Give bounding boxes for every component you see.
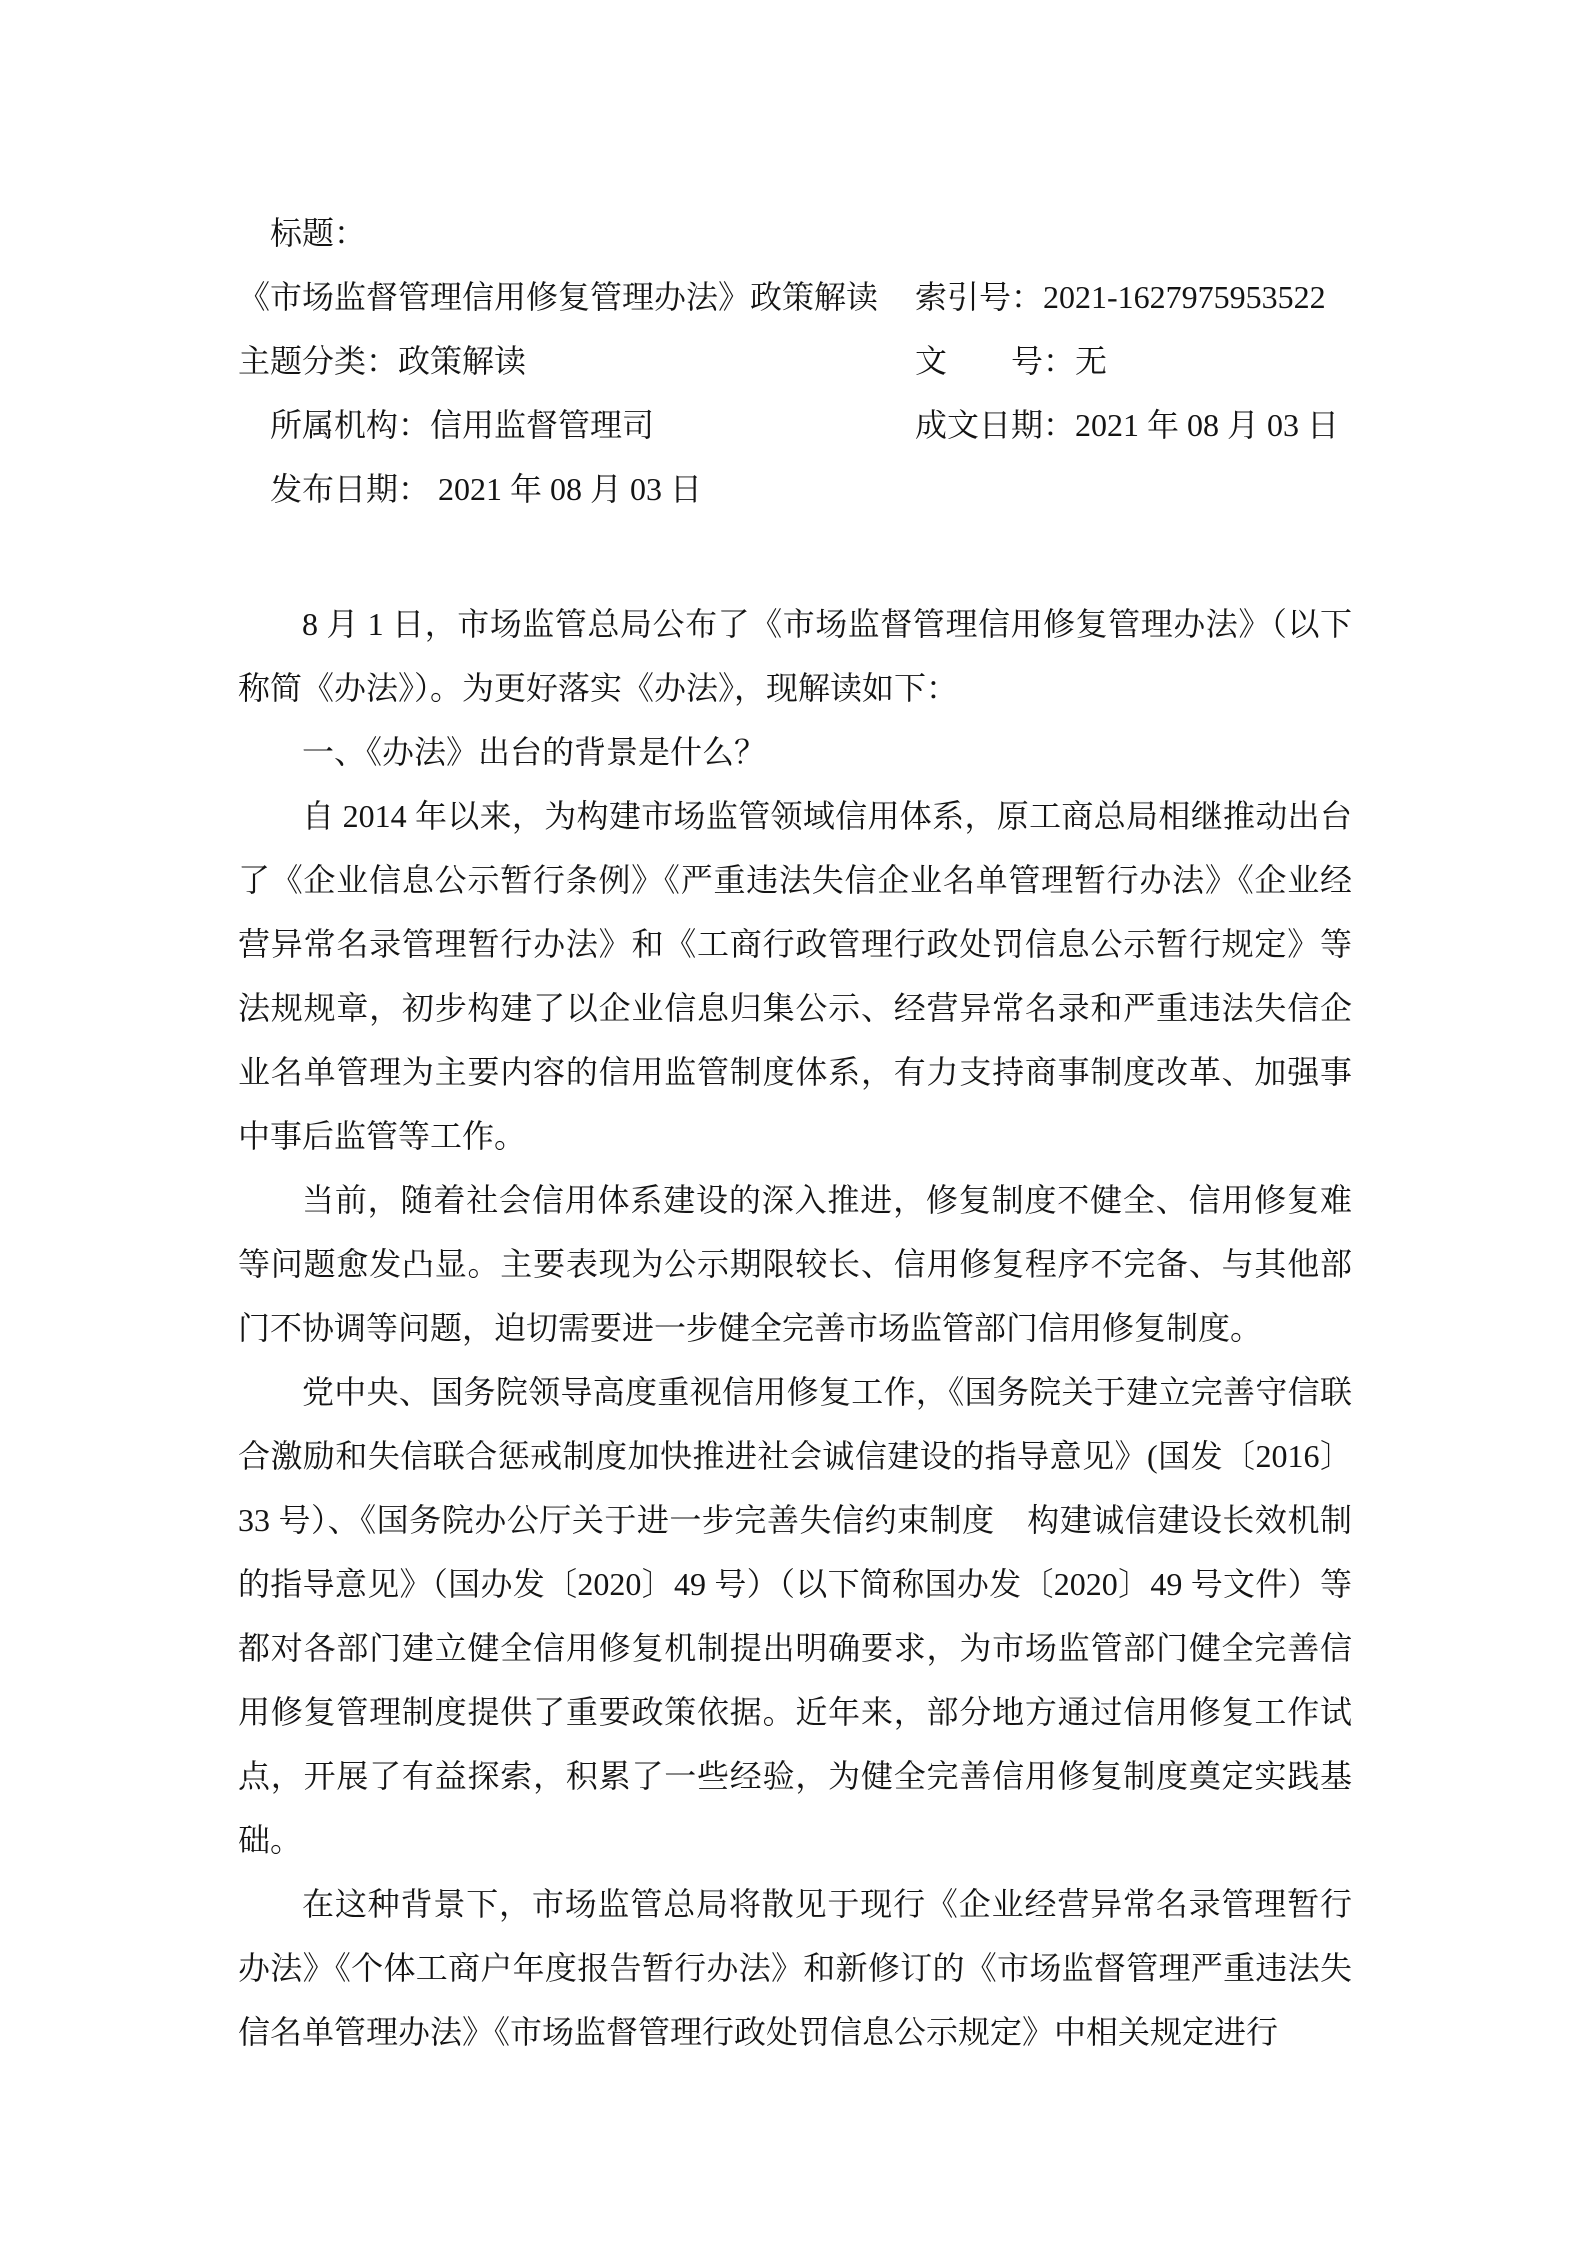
meta-publish-date xyxy=(238,457,702,521)
meta-row-category-number xyxy=(238,329,1352,393)
paragraph-current-problems: 当前，随着社会信用体系建设的深入推进，修复制度不健全、信用修复难等问题愈发凸显。主要表现为公示期限较长、信用修复程序不完备、与其他部门不协调等问题，迫切需要进一步健全完善市场监管部门信用修复制度。 xyxy=(238,1182,1352,1346)
meta-index xyxy=(915,265,1326,329)
meta-row-title-index xyxy=(238,265,1352,329)
meta-title-value: 《市场监督管理信用修复管理办法》政策解读 xyxy=(238,279,879,315)
meta-publish-date-label: 发布日期： xyxy=(270,471,439,507)
doc-meta xyxy=(238,201,1352,521)
meta-doc-number-label: 文 号： xyxy=(915,343,1076,379)
meta-category xyxy=(238,329,526,393)
meta-agency-label: 所属机构： xyxy=(270,407,431,443)
meta-publish-date-value: 2021 年 08 月 03 日 xyxy=(438,471,703,507)
meta-written-date xyxy=(915,393,1339,457)
paragraph-context: 在这种背景下，市场监管总局将散见于现行《企业经营异常名录管理暂行办法》《个体工商户年度报告暂行办法》和新修订的《市场监督管理严重违法失信名单管理办法》《市场监督管理行政处罚信息公示规定》中相关规定进行 xyxy=(238,1886,1352,2050)
meta-agency-value: 信用监督管理司 xyxy=(430,407,655,443)
meta-category-label: 主题分类： xyxy=(238,343,399,379)
meta-agency xyxy=(238,393,654,457)
meta-row-agency-date xyxy=(238,393,1352,457)
meta-written-date-value: 2021 年 08 月 03 日 xyxy=(1075,407,1340,443)
meta-written-date-label: 成文日期： xyxy=(915,407,1076,443)
meta-category-value: 政策解读 xyxy=(398,343,527,379)
document-content xyxy=(238,201,1352,2064)
section-heading-background: 一、《办法》出台的背景是什么？ xyxy=(302,734,767,770)
meta-doc-number xyxy=(915,329,1107,393)
meta-index-label: 索引号： xyxy=(915,279,1044,315)
meta-row-title-label xyxy=(238,201,1352,265)
meta-index-value: 2021-1627975953522 xyxy=(1043,279,1326,315)
paragraph-policy-basis: 党中央、国务院领导高度重视信用修复工作，《国务院关于建立完善守信联合激励和失信联合惩戒制度加快推进社会诚信建设的指导意见》(国发〔2016〕33 号）、《国务院办公厅关于进一步完善失信约束制度 构建诚信建设长效机制的指导意见》（国办发〔2020〕49 号）（以下简称国办发〔2020〕49 号文件）等都对各部门建立健全信用修复机制提出明确要求，为市场监管部门健全完善信用修复管理制度提供了重要政策依据。近年来，部分地方通过信用修复工作试点，开展了有益探索，积累了一些经验，为健全完善信用修复制度奠定实践基础。 xyxy=(238,1374,1352,1858)
meta-doc-number-value: 无 xyxy=(1075,343,1108,379)
document-body xyxy=(238,592,1352,2064)
paragraph-intro: 8 月 1 日，市场监管总局公布了《市场监督管理信用修复管理办法》（以下称简《办法》）。为更好落实《办法》，现解读如下： xyxy=(238,606,1352,706)
meta-title-label: 标题： xyxy=(270,215,367,251)
meta-row-publish-date xyxy=(238,457,1352,521)
paragraph-since-2014: 自 2014 年以来，为构建市场监管领域信用体系，原工商总局相继推动出台了《企业信息公示暂行条例》《严重违法失信企业名单管理暂行办法》《企业经营异常名录管理暂行办法》和《工商行政管理行政处罚信息公示暂行规定》等法规规章，初步构建了以企业信息归集公示、经营异常名录和严重违法失信企业名单管理为主要内容的信用监管制度体系，有力支持商事制度改革、加强事中事后监管等工作。 xyxy=(238,798,1352,1154)
